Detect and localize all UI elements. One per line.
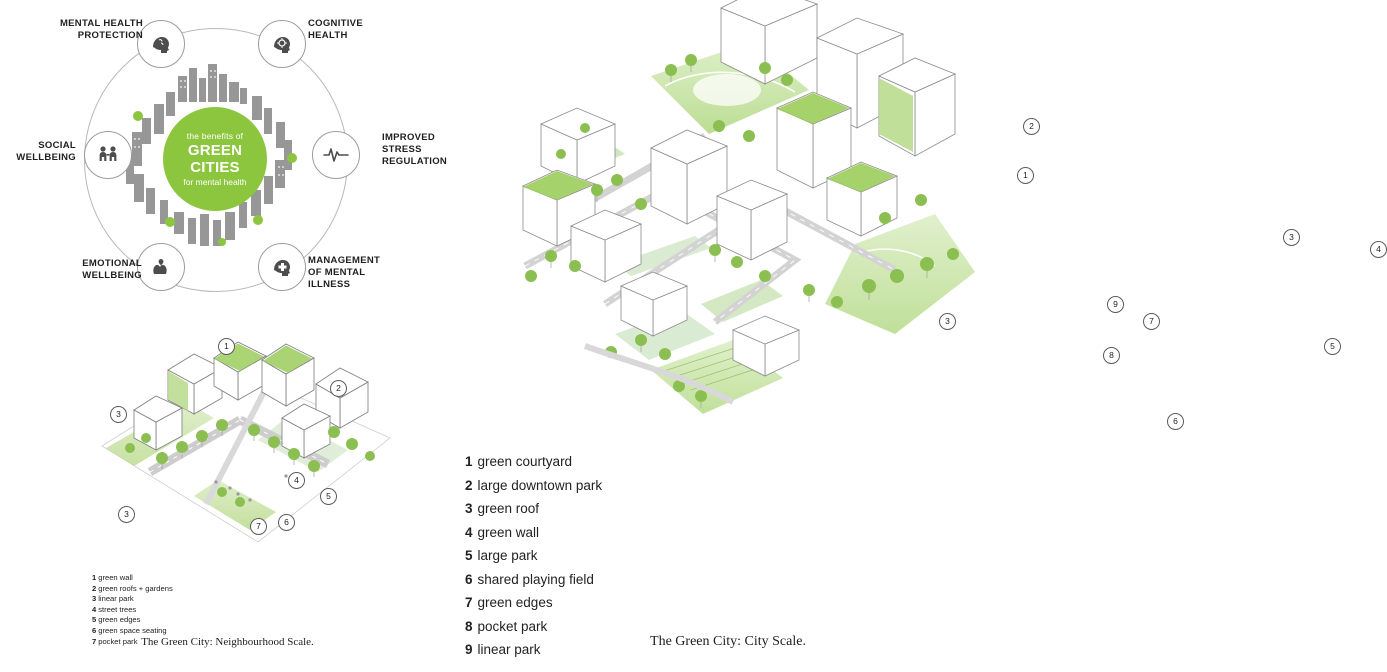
brain-head-icon (148, 31, 174, 57)
marker-7: 7 (250, 518, 267, 535)
label-emotional-wellbeing: EMOTIONAL WELLBEING (82, 258, 142, 281)
legend-label: green wall (477, 524, 540, 540)
core-line-3: for mental health (183, 177, 247, 187)
marker-3: 3 (118, 506, 135, 523)
marker-3-top: 3 (110, 406, 127, 423)
legend-number: 7 (92, 636, 97, 646)
legend-label: green roof (477, 501, 540, 516)
two-people-icon (95, 142, 121, 168)
legend-number: 1 (92, 573, 97, 582)
legend-item (465, 591, 785, 615)
heart-hand-icon (148, 254, 174, 280)
legend-number: 4 (465, 524, 473, 540)
neighbourhood-caption: The Green City: Neighbourhood Scale. (141, 636, 314, 648)
marker-5: 5 (320, 488, 337, 505)
city-scale-figure (455, 0, 1381, 672)
legend-label: linear park (98, 594, 134, 604)
legend-number: 2 (92, 583, 97, 593)
legend-label: green wall (98, 573, 133, 582)
label-improved-stress-regulation: IMPROVED STRESS REGULATION (382, 132, 448, 167)
marker-1: 1 (218, 338, 235, 355)
legend-number: 4 (92, 604, 97, 614)
legend-number: 5 (92, 615, 97, 625)
legend-label: green courtyard (477, 454, 573, 469)
legend-item (465, 521, 785, 545)
label-cognitive-health: COGNITIVE HEALTH (308, 18, 363, 41)
legend-label: large park (477, 548, 538, 563)
marker-4: 4 (1370, 241, 1387, 258)
legend-label: green edges (98, 615, 141, 625)
legend-label: large downtown park (477, 477, 603, 493)
legend-number: 7 (465, 595, 473, 610)
legend-item (92, 605, 292, 616)
marker-3-roof: 3 (1283, 229, 1300, 246)
neighbourhood-scale-figure (0, 318, 455, 672)
legend-number: 5 (465, 548, 473, 563)
legend-number: 2 (465, 477, 473, 493)
marker-2: 2 (330, 380, 347, 397)
label-social-wellbeing: SOCIAL WELLBEING (16, 140, 76, 163)
legend-item (465, 450, 785, 474)
head-gear-icon (269, 31, 295, 57)
marker-3: 3 (939, 313, 956, 330)
core-line-2: GREEN CITIES (187, 142, 243, 176)
legend-label: green roofs + gardens (98, 583, 173, 593)
node-management-of-mental-illness (258, 243, 306, 291)
city-caption: The Green City: City Scale. (650, 634, 806, 649)
legend-item (92, 573, 292, 584)
heartbeat-icon (322, 142, 350, 168)
legend-label: linear park (477, 642, 541, 657)
head-plus-icon (269, 254, 295, 280)
legend-item (92, 626, 292, 637)
marker-1: 1 (1017, 167, 1034, 184)
legend-number: 6 (92, 625, 97, 635)
legend-label: street trees (98, 604, 137, 614)
legend-number: 9 (465, 642, 473, 657)
legend-item (92, 594, 292, 605)
city-axonometric-illustration (465, 4, 1001, 440)
marker-2: 2 (1023, 118, 1040, 135)
node-mental-health-protection (137, 20, 185, 68)
legend-number: 3 (465, 501, 473, 516)
legend-label: green edges (477, 595, 553, 610)
legend-label: shared playing field (477, 571, 594, 587)
node-improved-stress-regulation (312, 131, 360, 179)
marker-9: 9 (1107, 296, 1124, 313)
legend-number: 8 (465, 618, 473, 634)
marker-6: 6 (278, 514, 295, 531)
core-line-1: the benefits of (186, 131, 244, 141)
label-mental-health-protection: MENTAL HEALTH PROTECTION (59, 18, 143, 41)
legend-label: pocket park (477, 618, 548, 634)
marker-6: 6 (1167, 413, 1184, 430)
green-cities-benefits-diagram (0, 0, 455, 320)
legend-item (465, 568, 785, 592)
legend-label: green space seating (98, 625, 167, 635)
marker-4: 4 (288, 472, 305, 489)
marker-7: 7 (1143, 313, 1160, 330)
legend-item (465, 474, 785, 498)
legend-number: 3 (92, 594, 97, 604)
legend-item (465, 497, 785, 521)
node-cognitive-health (258, 20, 306, 68)
label-management-of-mental-illness: MANAGEMENT OF MENTAL ILLNESS (308, 255, 381, 290)
node-social-wellbeing (84, 131, 132, 179)
wheel-core (163, 107, 267, 211)
legend-number: 6 (465, 571, 473, 587)
marker-8: 8 (1103, 347, 1120, 364)
node-emotional-wellbeing (137, 243, 185, 291)
legend-item (465, 544, 785, 568)
legend-item (92, 615, 292, 626)
legend-label: pocket park (98, 636, 138, 646)
legend-number: 1 (465, 454, 473, 469)
city-legend (465, 450, 785, 662)
marker-5: 5 (1324, 338, 1341, 355)
legend-item (92, 584, 292, 595)
